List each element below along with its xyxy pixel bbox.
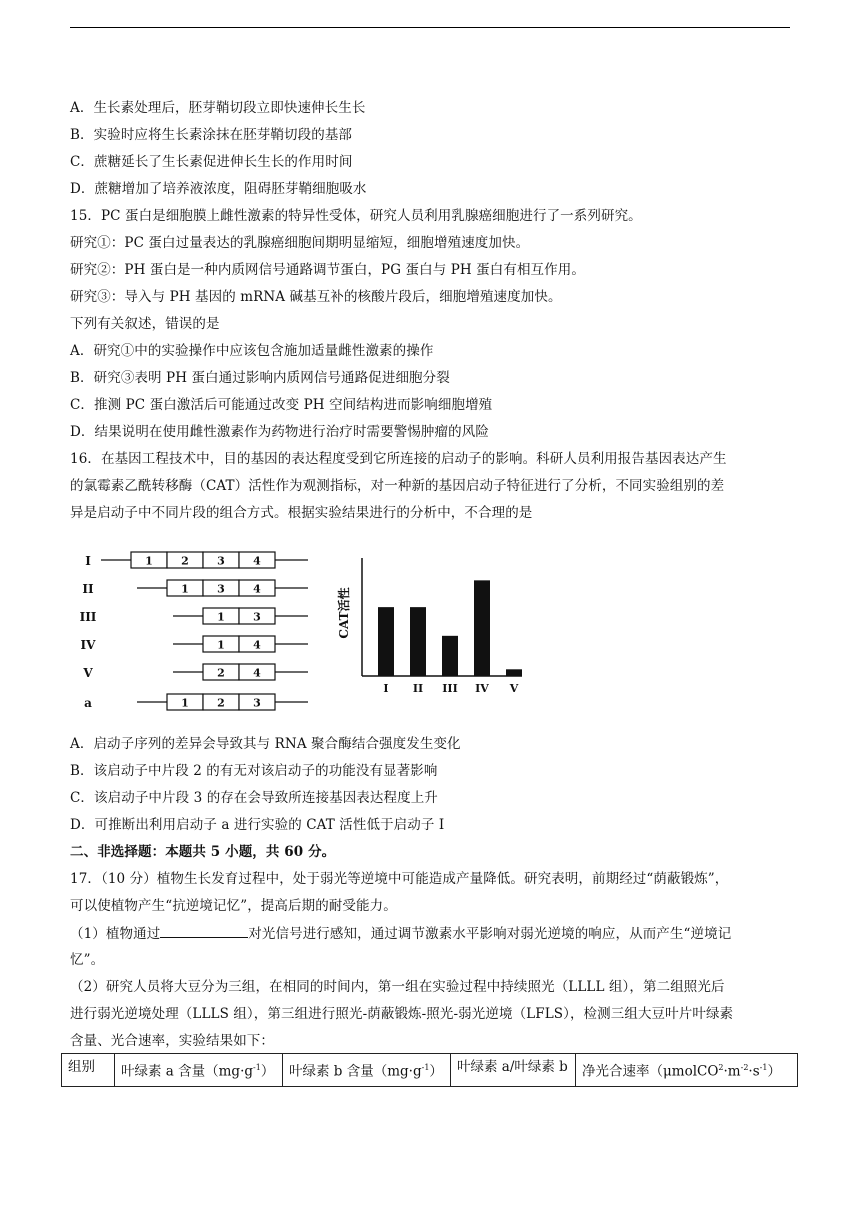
q16-stem-line-2: 的氯霉素乙酰转移酶（CAT）活性作为观测指标，对一种新的基因启动子特征进行了分析，不同实验组别的差: [70, 478, 725, 494]
construct-label: III: [79, 610, 97, 624]
header-group: 组别: [62, 1054, 115, 1087]
q15-stem: 15．PC 蛋白是细胞膜上雌性激素的特异性受体，研究人员利用乳腺癌细胞进行了一系列研究。: [70, 208, 642, 224]
header-chl-b: 叶绿素 b 含量$(mg\cdot g^{-1})$: [283, 1054, 451, 1087]
segment-label: 2: [181, 554, 189, 568]
table-header-row: [62, 1054, 798, 1087]
q16-option-b: B．该启动子中片段 2 的有无对该启动子的功能没有显著影响: [70, 763, 438, 779]
bar: [442, 636, 458, 676]
results-table: [61, 1053, 798, 1087]
x-tick-label: V: [509, 682, 519, 695]
q14-option-d: D．蔗糖增加了培养液浓度，阻碍胚芽鞘细胞吸水: [70, 181, 367, 197]
q17-part-2-line-3: 含量、光合速率，实验结果如下：: [70, 1033, 274, 1049]
q15-option-d: D．结果说明在使用雌性激素作为药物进行治疗时需要警惕肿瘤的风险: [70, 424, 489, 440]
bar: [378, 607, 394, 676]
segment-label: 4: [253, 638, 261, 652]
q15-study-3: 研究③：导入与 PH 基因的 mRNA 碱基互补的核酸片段后，细胞增殖速度加快。: [70, 289, 562, 305]
answer-blank[interactable]: [160, 925, 248, 938]
q15-option-c: C．推测 PC 蛋白激活后可能通过改变 PH 空间结构进而影响细胞增殖: [70, 397, 493, 413]
x-tick-label: III: [442, 682, 458, 695]
construct-label: IV: [80, 638, 96, 652]
segment-label: 3: [217, 582, 225, 596]
header-chl-ratio: 叶绿素 a/叶绿素 b: [451, 1054, 576, 1087]
q17-part-2-line-1: （2）研究人员将大豆分为三组，在相同的时间内，第一组在实验过程中持续照光（LLLL 组），第二组照光后: [70, 979, 725, 995]
q16-option-c: C．该启动子中片段 3 的存在会导致所连接基因表达程度上升: [70, 790, 438, 806]
q16-figure: [68, 536, 548, 720]
q17-part-2-line-2: 进行弱光逆境处理（LLLS 组），第三组进行照光-荫蔽锻炼-照光-弱光逆境（LFLS），检测三组大豆叶片叶绿素: [70, 1006, 734, 1022]
section-2-heading: 二、非选择题：本题共 5 小题，共 60 分。: [70, 844, 336, 860]
segment-label: 1: [145, 554, 153, 568]
segment-label: 2: [217, 666, 225, 680]
segment-label: 1: [217, 638, 225, 652]
segment-label: 1: [181, 582, 189, 596]
q15-study-2: 研究②：PH 蛋白是一种内质网信号通路调节蛋白，PG 蛋白与 PH 蛋白有相互作用。: [70, 262, 585, 278]
y-axis-label: CAT活性: [337, 587, 351, 639]
q17-stem-line-2: 可以使植物产生“抗逆境记忆”，提高后期的耐受能力。: [70, 898, 397, 914]
segment-label: 3: [217, 554, 225, 568]
q14-option-b: B．实验时应将生长素涂抹在胚芽鞘切段的基部: [70, 127, 353, 143]
q16-stem-line-3: 异是启动子中不同片段的组合方式。根据实验结果进行的分析中，不合理的是: [70, 505, 533, 521]
segment-label: 3: [253, 610, 261, 624]
x-tick-label: I: [383, 682, 389, 695]
construct-label: I: [85, 554, 91, 568]
segment-label: 1: [181, 696, 189, 710]
promoter-constructs: [80, 552, 308, 710]
q17-stem-line-1: 17．（10 分）植物生长发育过程中，处于弱光等逆境中可能造成产量降低。研究表明，前期经过“荫蔽锻炼”，: [70, 871, 729, 887]
q15-question: 下列有关叙述，错误的是: [70, 316, 220, 332]
bar: [410, 607, 426, 676]
header-net-photosynthesis: 净光合速率$(\mu molCO^2\cdot m^{-2}\cdot s^{-1})$: [576, 1054, 798, 1087]
segment-label: 2: [217, 696, 225, 710]
x-tick-label: II: [412, 682, 424, 695]
segment-label: 1: [217, 610, 225, 624]
q14-option-c: C．蔗糖延长了生长素促进伸长生长的作用时间: [70, 154, 353, 170]
q17-part-1-line-1: [70, 925, 731, 942]
construct-label: V: [83, 666, 93, 680]
q15-option-b: B．研究③表明 PH 蛋白通过影响内质网信号通路促进细胞分裂: [70, 370, 450, 386]
header-rule: [70, 27, 790, 28]
q17-part-1-prefix: （1）植物通过: [70, 926, 161, 942]
construct-label: II: [82, 582, 94, 596]
q16-option-a: A．启动子序列的差异会导致其与 RNA 聚合酶结合强度发生变化: [70, 736, 461, 752]
q17-part-1-suffix: 对光信号进行感知，通过调节激素水平影响对弱光逆境的响应，从而产生“逆境记: [248, 926, 732, 942]
bar: [474, 580, 490, 676]
construct-label: a: [84, 696, 92, 710]
q16-stem-line-1: 16．在基因工程技术中，目的基因的表达程度受到它所连接的启动子的影响。科研人员利用报告基因表达产生: [70, 451, 727, 467]
q14-option-a: A．生长素处理后，胚芽鞘切段立即快速伸长生长: [70, 100, 366, 116]
segment-label: 3: [253, 696, 261, 710]
bar: [506, 669, 522, 676]
segment-label: 4: [253, 554, 261, 568]
q17-part-1-line-2: 忆”。: [70, 952, 105, 968]
q15-study-1: 研究①：PC 蛋白过量表达的乳腺癌细胞间期明显缩短，细胞增殖速度加快。: [70, 235, 530, 251]
cat-activity-chart: [336, 558, 522, 695]
x-tick-label: IV: [475, 682, 489, 695]
q15-option-a: A．研究①中的实验操作中应该包含施加适量雌性激素的操作: [70, 343, 434, 359]
segment-label: 4: [253, 582, 261, 596]
header-chl-a: 叶绿素 a 含量$(mg\cdot g^{-1})$: [115, 1054, 283, 1087]
segment-label: 4: [253, 666, 261, 680]
q16-option-d: D．可推断出利用启动子 a 进行实验的 CAT 活性低于启动子 I: [70, 817, 445, 833]
